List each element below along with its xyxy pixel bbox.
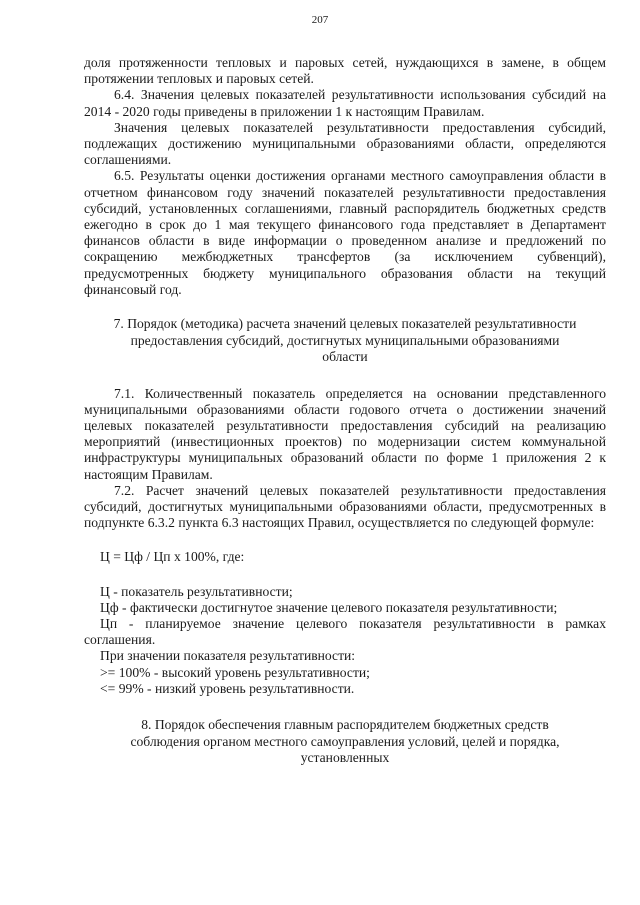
- criteria-item: <= 99% - низкий уровень результативности.: [100, 680, 355, 696]
- definition: Цп - планируемое значение целевого показателя результативности в рамках соглашения.: [84, 615, 606, 648]
- page-content: [84, 55, 606, 767]
- paragraph: 7.2. Расчет значений целевых показателей результативности предоставления субсидий, достигнутых муниципальными образованиями области, предусмотренных в подпункте 6.3.2 пункта 6.3 настоящих Правил, осуществляется по следующей формуле:: [84, 482, 606, 531]
- section-heading: 8. Порядок обеспечения главным распорядителем бюджетных средств соблюдения органом местного самоуправления условий, целей и порядка, установленных: [130, 717, 560, 765]
- paragraph: 6.5. Результаты оценки достижения органами местного самоуправления области в отчетном финансовом году значений показателей результативности предоставления субсидий, установленных соглашениями, главный распорядитель бюджетных средств ежегодно в срок до 1 мая текущего финансового года представляет в Департамент финансов области в виде информации о проведенном анализе и предложений по сокращению межбюджетных трансфертов (за исключением субвенций), предусмотренных бюджету муниципального образования области на текущий финансовый год.: [84, 168, 606, 297]
- paragraph: 6.4. Значения целевых показателей результативности использования субсидий на 2014 - 2020 годы приведены в приложении 1 к настоящим Правилам.: [84, 87, 606, 119]
- paragraph: 7.1. Количественный показатель определяется на основании представленного муниципальными образованиями области годового отчета о достижении значений целевых показателей результативности предоставления субсидий на реализацию мероприятий (инвестиционных проектов) по модернизации систем коммунальной инфраструктуры муниципальных образований области по форме 1 приложения 2 к настоящим Правилам.: [84, 385, 606, 482]
- formula: Ц = Цф / Цп х 100%, где:: [100, 549, 245, 565]
- definition: Ц - показатель результативности;: [100, 583, 293, 599]
- criteria-intro: При значении показателя результативности:: [100, 648, 356, 664]
- paragraph: Значения целевых показателей результативности предоставления субсидий, подлежащих достижению муниципальными образованиями области, определяются соглашениями.: [84, 119, 606, 168]
- section-heading: 7. Порядок (методика) расчета значений целевых показателей результативности предоставления субсидий, достигнутых муниципальными образованиями области: [113, 316, 577, 365]
- paragraph: доля протяженности тепловых и паровых сетей, нуждающихся в замене, в общем протяжении тепловых и паровых сетей.: [84, 55, 606, 87]
- page-number: 207: [311, 14, 329, 26]
- definition: Цф - фактически достигнутое значение целевого показателя результативности;: [100, 599, 558, 615]
- criteria-item: >= 100% - высокий уровень результативности;: [100, 664, 370, 680]
